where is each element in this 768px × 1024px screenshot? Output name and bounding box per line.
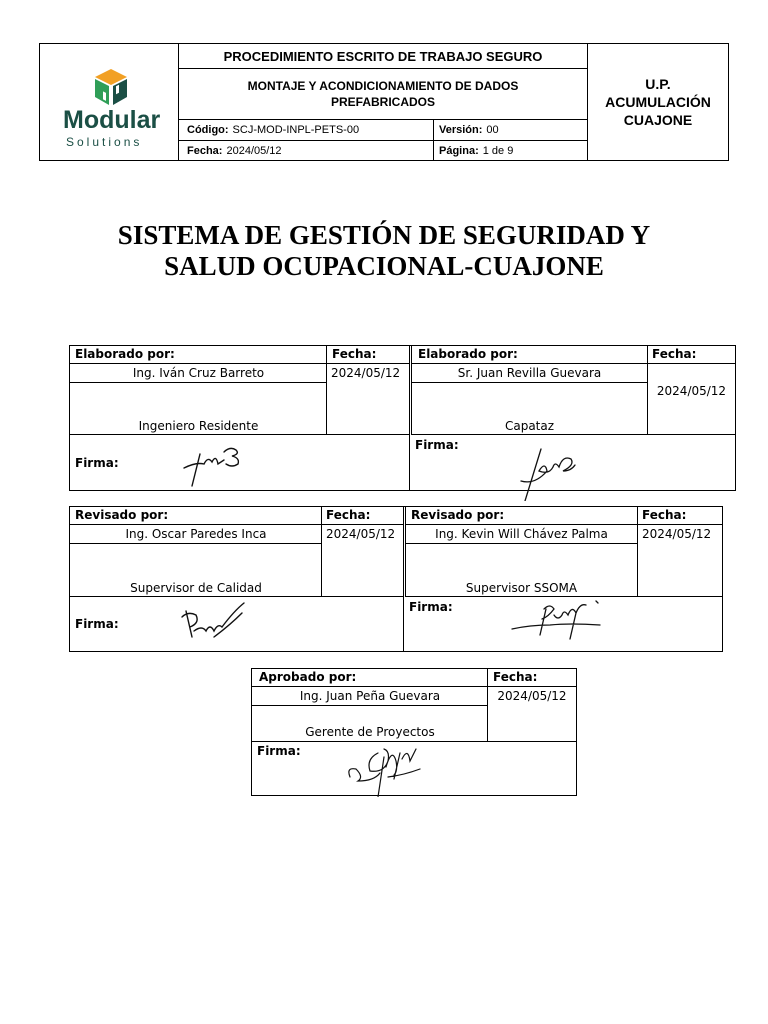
revisado-left-role: Supervisor de Calidad (130, 581, 262, 595)
unit-line-3: CUAJONE (623, 112, 693, 128)
aprobado-date: 2024/05/12 (497, 689, 567, 703)
aprobado-name: Ing. Juan Peña Guevara (299, 689, 441, 703)
signature-juan-pena (344, 743, 424, 797)
elaborado-left-date: 2024/05/12 (331, 366, 401, 380)
revisado-left-firma-label: Firma: (75, 617, 119, 631)
fecha-label: Fecha: (187, 144, 223, 157)
pagina-cell (434, 141, 588, 160)
revisado-right-date: 2024/05/12 (642, 527, 712, 541)
version-label: Versión: (439, 124, 483, 136)
unit-cell (588, 44, 728, 160)
logo-brand-text: Modular (63, 106, 161, 134)
elaborado-left-firma-label: Firma: (75, 456, 119, 470)
elaborado-left-name: Ing. Iván Cruz Barreto (132, 366, 265, 380)
header-middle (179, 44, 588, 160)
elaborado-right-date: 2024/05/12 (656, 384, 727, 398)
revisado-right-fecha-label: Fecha: (642, 508, 687, 522)
logo-cell (40, 44, 179, 160)
revisado-right-firma-label: Firma: (409, 600, 453, 614)
signature-ivan-cruz (178, 442, 248, 490)
codigo-cell (179, 120, 434, 140)
activity-title: MONTAJE Y ACONDICIONAMIENTO DE DADOS PREFABRICADOS (179, 69, 587, 120)
pagina-label: Página: (439, 144, 479, 157)
elaborado-left-fecha-label: Fecha: (332, 347, 377, 361)
revisado-right-role: Supervisor SSOMA (465, 581, 578, 595)
main-title-line-2: SALUD OCUPACIONAL-CUAJONE (164, 251, 604, 281)
elaborado-table (69, 345, 736, 491)
revisado-left-fecha-label: Fecha: (326, 508, 371, 522)
pagina-value: 1 de 9 (482, 144, 514, 157)
unit-line-1: U.P. (645, 76, 671, 92)
revisado-table (69, 506, 723, 652)
date-page-row (179, 141, 587, 160)
elaborado-left-role: Ingeniero Residente (138, 419, 259, 433)
elaborado-right-name: Sr. Juan Revilla Guevara (457, 366, 602, 380)
codigo-value: SCJ-MOD-INPL-PETS-00 (232, 124, 360, 136)
elaborado-right-role: Capataz (504, 419, 555, 433)
logo-sub-text: Solutions (66, 135, 143, 149)
aprobado-fecha-label: Fecha: (493, 670, 538, 684)
elaborado-right-fecha-label: Fecha: (652, 347, 697, 361)
signature-oscar-paredes (178, 601, 248, 645)
aprobado-label: Aprobado por: (259, 670, 357, 684)
revisado-left-name: Ing. Oscar Paredes Inca (125, 527, 267, 541)
fecha-value: 2024/05/12 (226, 144, 282, 157)
unit-line-2: ACUMULACIÓN (605, 94, 711, 110)
signature-juan-revilla (515, 441, 585, 501)
elaborado-left-label: Elaborado por: (75, 347, 175, 361)
code-version-row (179, 120, 587, 141)
main-title (0, 220, 768, 282)
revisado-left-label: Revisado por: (75, 508, 169, 522)
elaborado-right-date-cell (648, 364, 735, 435)
document-header (39, 43, 729, 161)
codigo-label: Código: (187, 124, 229, 136)
fecha-cell (179, 141, 434, 160)
elaborado-right-firma-label: Firma: (415, 438, 459, 452)
version-cell (434, 120, 588, 140)
revisado-left-date: 2024/05/12 (326, 527, 396, 541)
modular-cube-logo-icon (94, 68, 128, 106)
signature-kevin-chavez (510, 595, 605, 641)
elaborado-right-label: Elaborado por: (418, 347, 518, 361)
revisado-right-name: Ing. Kevin Will Chávez Palma (435, 527, 608, 541)
version-value: 00 (486, 124, 499, 136)
aprobado-role: Gerente de Proyectos (305, 725, 435, 739)
revisado-right-label: Revisado por: (411, 508, 505, 522)
main-title-line-1: SISTEMA DE GESTIÓN DE SEGURIDAD Y (117, 220, 651, 250)
aprobado-table (251, 668, 577, 796)
aprobado-firma-label: Firma: (257, 744, 301, 758)
procedure-title: PROCEDIMIENTO ESCRITO DE TRABAJO SEGURO (179, 44, 587, 69)
